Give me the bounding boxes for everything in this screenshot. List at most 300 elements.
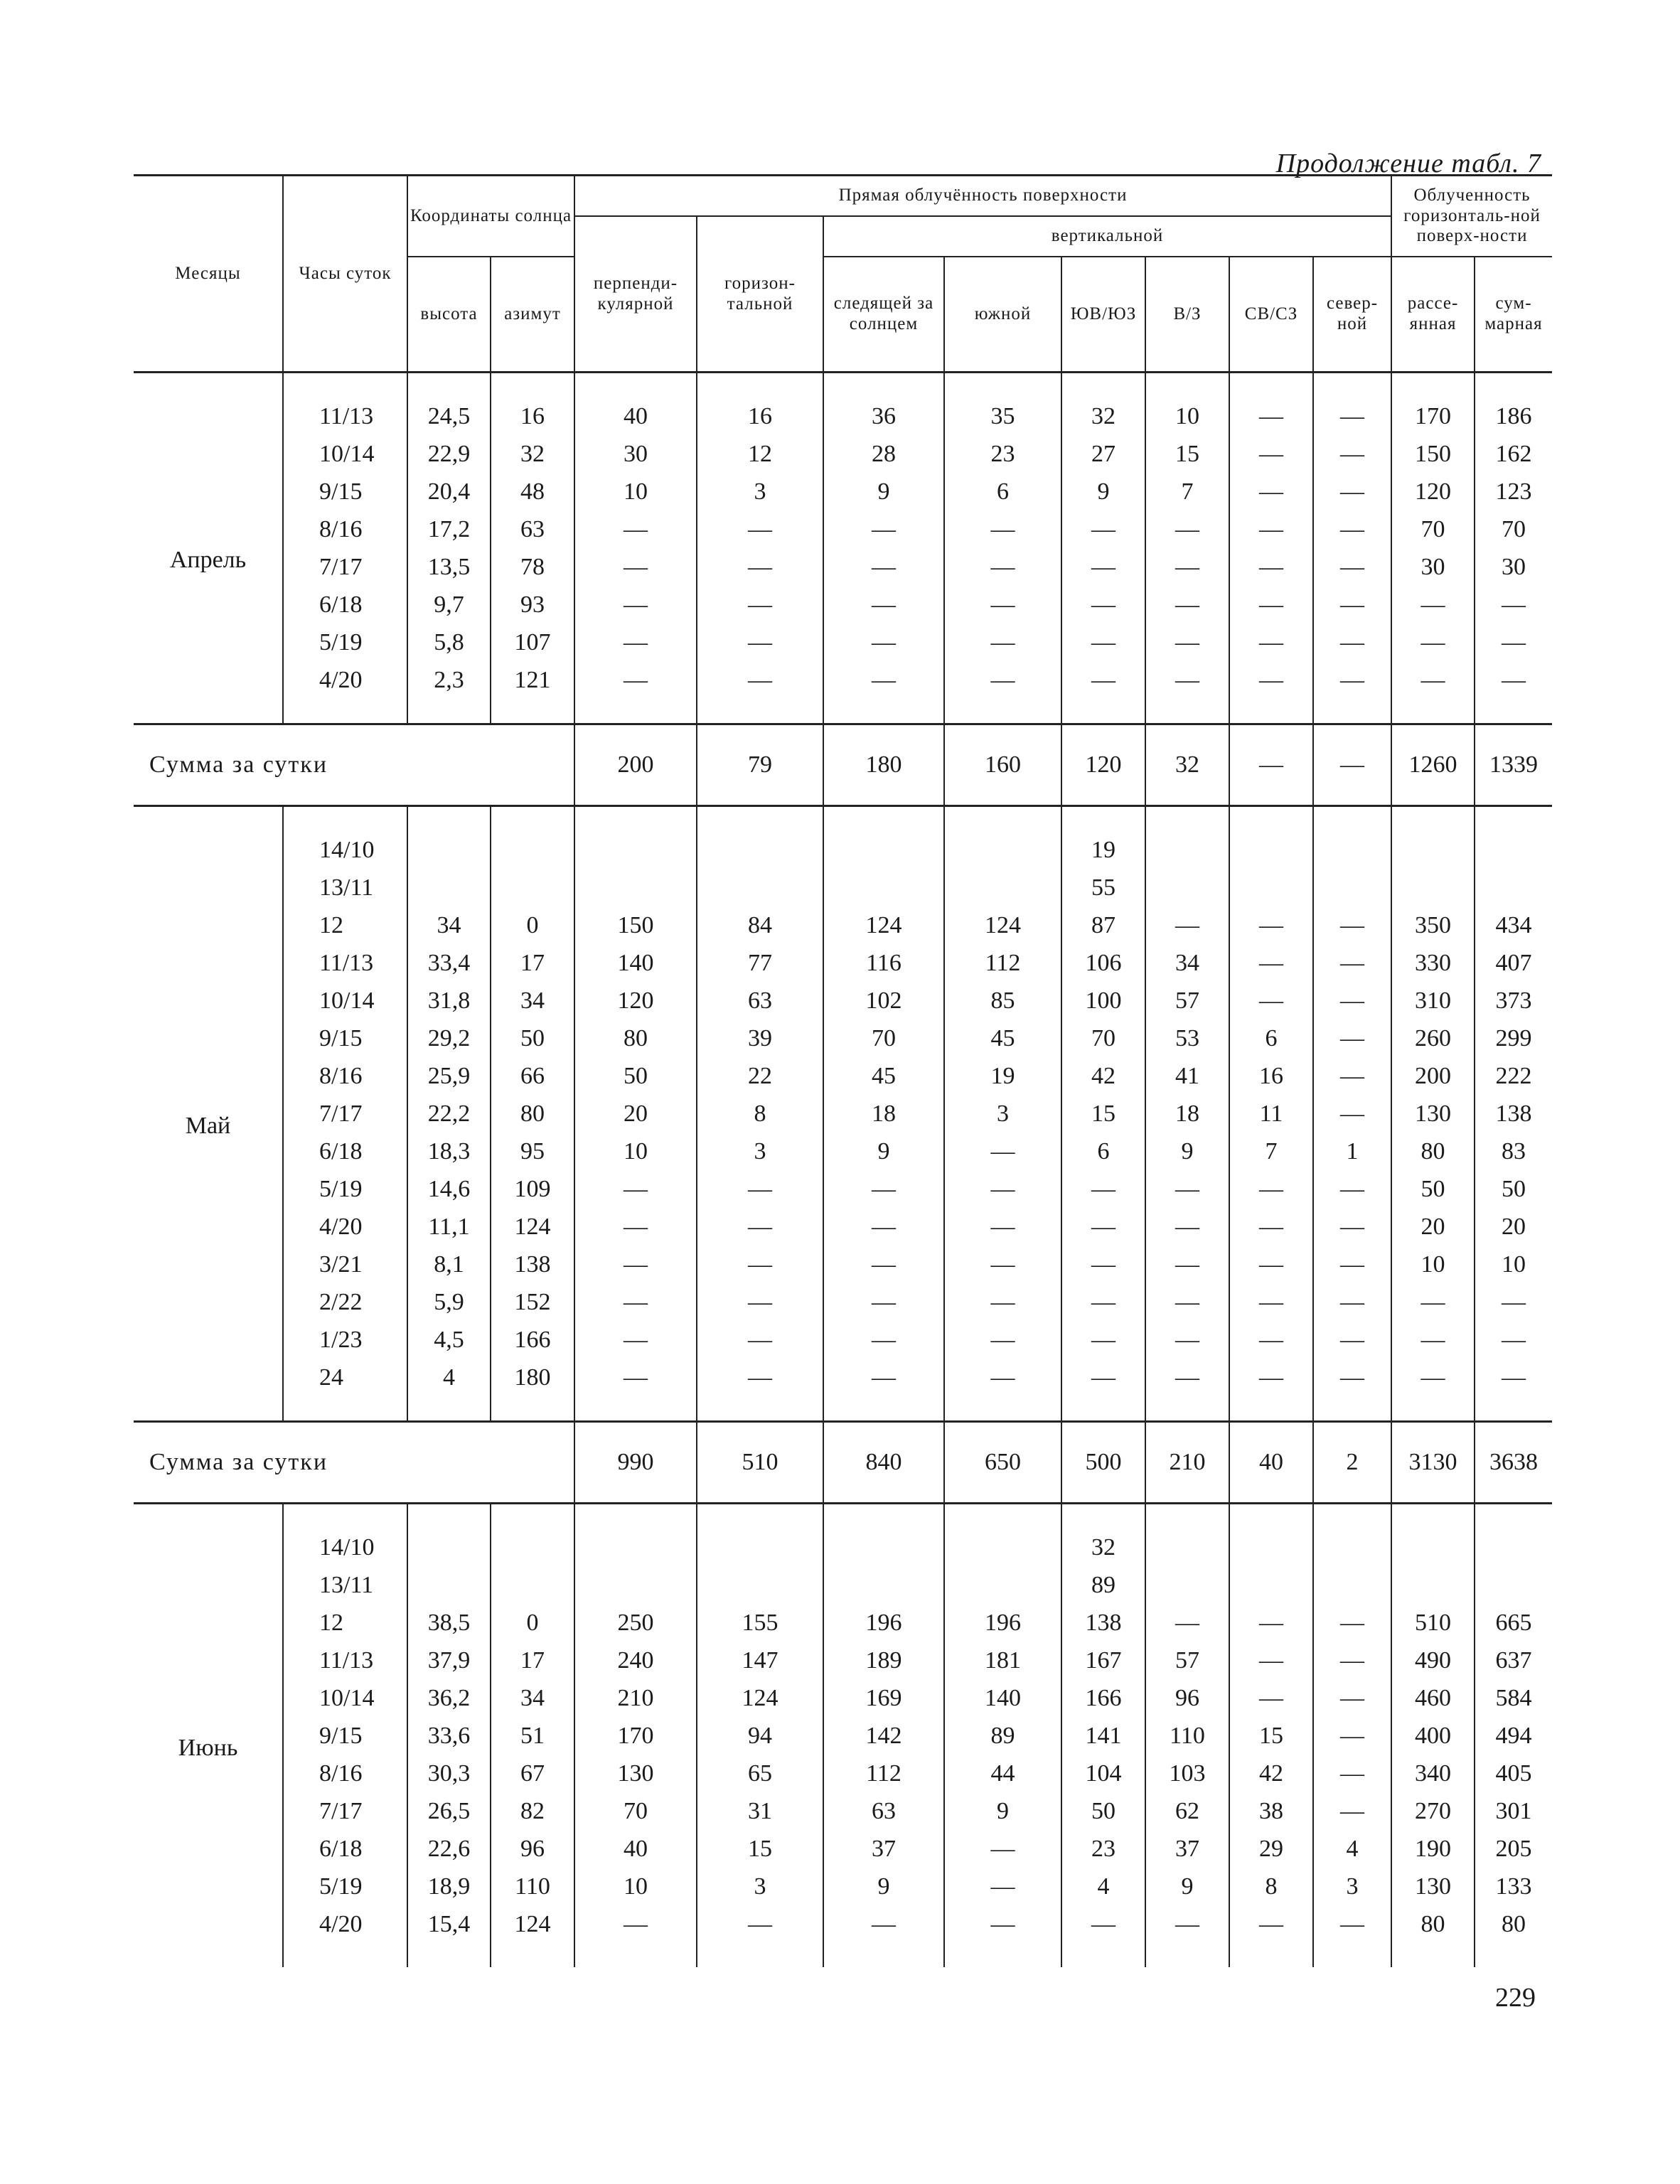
table-row [134, 1170, 1552, 1208]
value-cell: 20,4 [407, 473, 491, 510]
table-row [134, 1529, 1552, 1566]
hours-cell: 14/10 [283, 1529, 407, 1566]
value-cell: 84 [697, 906, 823, 944]
value-cell: 22,6 [407, 1830, 491, 1868]
value-cell [1145, 831, 1229, 869]
value-cell: 250 [574, 1604, 697, 1642]
value-cell: 340 [1391, 1755, 1475, 1792]
value-cell: 50 [1475, 1170, 1552, 1208]
value-cell: — [1229, 1642, 1313, 1679]
value-cell: 31 [697, 1792, 823, 1830]
hours-cell: 9/15 [283, 1717, 407, 1755]
value-cell [1313, 1566, 1391, 1604]
value-cell: — [574, 1359, 697, 1396]
value-cell: 57 [1145, 982, 1229, 1019]
value-cell: 15 [1229, 1717, 1313, 1755]
value-cell: — [1229, 1905, 1313, 1943]
value-cell [697, 869, 823, 906]
value-cell: 8 [1229, 1868, 1313, 1905]
spacer-cell [1313, 373, 1391, 398]
value-cell: 37 [1145, 1830, 1229, 1868]
value-cell: — [823, 1359, 944, 1396]
spacer-cell [1313, 806, 1391, 832]
spacer-cell [1475, 373, 1552, 398]
value-cell: — [1061, 1283, 1145, 1321]
spacer-cell [491, 806, 574, 832]
value-cell [574, 869, 697, 906]
value-cell: 27 [1061, 435, 1145, 473]
spacer-cell [283, 373, 407, 398]
sum-value: 160 [944, 724, 1061, 806]
value-cell: 0 [491, 906, 574, 944]
value-cell: — [1229, 661, 1313, 699]
value-cell: 584 [1475, 1679, 1552, 1717]
value-cell: 38,5 [407, 1604, 491, 1642]
value-cell: 10 [1475, 1246, 1552, 1283]
spacer-cell [574, 1396, 697, 1422]
value-cell: 36 [823, 397, 944, 435]
value-cell: 138 [1061, 1604, 1145, 1642]
spacer-cell [1145, 806, 1229, 832]
value-cell: 80 [1391, 1905, 1475, 1943]
value-cell: 16 [1229, 1057, 1313, 1095]
value-cell: 36,2 [407, 1679, 491, 1717]
sum-value: — [1229, 724, 1313, 806]
value-cell: 9,7 [407, 586, 491, 623]
value-cell: — [1145, 548, 1229, 586]
value-cell: — [697, 1208, 823, 1246]
value-cell: — [1313, 1679, 1391, 1717]
value-cell: 186 [1475, 397, 1552, 435]
value-cell: 200 [1391, 1057, 1475, 1095]
value-cell: 240 [574, 1642, 697, 1679]
value-cell: 96 [1145, 1679, 1229, 1717]
spacer-cell [1061, 1396, 1145, 1422]
table-row [134, 1283, 1552, 1321]
value-cell: 180 [491, 1359, 574, 1396]
value-cell: — [1391, 623, 1475, 661]
value-cell: 6 [1229, 1019, 1313, 1057]
value-cell: 22 [697, 1057, 823, 1095]
spacer-row [134, 1943, 1552, 1967]
value-cell: 140 [574, 944, 697, 982]
value-cell: — [1145, 623, 1229, 661]
value-cell [1475, 831, 1552, 869]
value-cell: 20 [574, 1095, 697, 1133]
value-cell: — [1229, 1679, 1313, 1717]
value-cell: 7 [1145, 473, 1229, 510]
value-cell: 17 [491, 1642, 574, 1679]
value-cell: 124 [697, 1679, 823, 1717]
value-cell [574, 831, 697, 869]
hours-cell: 7/17 [283, 1792, 407, 1830]
value-cell: — [1145, 1321, 1229, 1359]
value-cell: 80 [574, 1019, 697, 1057]
value-cell: 196 [823, 1604, 944, 1642]
header-horiz: горизон-тальной [697, 216, 823, 373]
value-cell: 51 [491, 1717, 574, 1755]
value-cell: 124 [491, 1905, 574, 1943]
value-cell [1229, 1529, 1313, 1566]
value-cell: — [1313, 1246, 1391, 1283]
value-cell: 15,4 [407, 1905, 491, 1943]
value-cell: 29,2 [407, 1019, 491, 1057]
value-cell: 70 [574, 1792, 697, 1830]
value-cell: 124 [944, 906, 1061, 944]
value-cell: 42 [1061, 1057, 1145, 1095]
value-cell: 205 [1475, 1830, 1552, 1868]
value-cell: — [1229, 435, 1313, 473]
value-cell [697, 831, 823, 869]
value-cell: 9 [1061, 473, 1145, 510]
value-cell: — [574, 1905, 697, 1943]
value-cell: — [697, 1246, 823, 1283]
value-cell: 196 [944, 1604, 1061, 1642]
sum-value: 210 [1145, 1422, 1229, 1504]
value-cell: 9 [823, 1868, 944, 1905]
value-cell: — [1145, 1359, 1229, 1396]
value-cell: 109 [491, 1170, 574, 1208]
value-cell: 50 [574, 1057, 697, 1095]
spacer-row [134, 1396, 1552, 1422]
value-cell: 48 [491, 473, 574, 510]
hours-cell: 5/19 [283, 1868, 407, 1905]
spacer-cell [574, 1504, 697, 1529]
value-cell: — [1475, 1359, 1552, 1396]
value-cell: — [1313, 1321, 1391, 1359]
value-cell: — [1391, 1359, 1475, 1396]
value-cell: 15 [697, 1830, 823, 1868]
table-row [134, 1755, 1552, 1792]
header-month: Месяцы [134, 176, 283, 373]
spacer-cell [1313, 699, 1391, 724]
month-spacer [134, 1504, 283, 1529]
value-cell: 37,9 [407, 1642, 491, 1679]
value-cell: 67 [491, 1755, 574, 1792]
value-cell: 107 [491, 623, 574, 661]
value-cell: 11 [1229, 1095, 1313, 1133]
hours-cell: 10/14 [283, 435, 407, 473]
spacer-cell [1313, 1504, 1391, 1529]
spacer-cell [283, 1504, 407, 1529]
value-cell: 78 [491, 548, 574, 586]
value-cell: 510 [1391, 1604, 1475, 1642]
value-cell: — [1313, 1208, 1391, 1246]
value-cell: 40 [574, 1830, 697, 1868]
value-cell: — [1313, 435, 1391, 473]
value-cell: — [944, 623, 1061, 661]
header-azimuth: азимут [491, 257, 574, 373]
value-cell: 270 [1391, 1792, 1475, 1830]
value-cell: 70 [1061, 1019, 1145, 1057]
value-cell: — [1061, 586, 1145, 623]
value-cell: 405 [1475, 1755, 1552, 1792]
value-cell: 665 [1475, 1604, 1552, 1642]
table-row [134, 1566, 1552, 1604]
hours-cell: 7/17 [283, 548, 407, 586]
value-cell: 494 [1475, 1717, 1552, 1755]
value-cell: 10 [574, 1868, 697, 1905]
spacer-cell [1145, 1396, 1229, 1422]
hours-cell: 7/17 [283, 1095, 407, 1133]
value-cell: — [1229, 1170, 1313, 1208]
value-cell: — [574, 1283, 697, 1321]
spacer-cell [1391, 1396, 1475, 1422]
value-cell: 10 [1391, 1246, 1475, 1283]
value-cell [823, 831, 944, 869]
value-cell: — [1145, 906, 1229, 944]
value-cell: 3 [944, 1095, 1061, 1133]
value-cell: 34 [491, 982, 574, 1019]
value-cell: 0 [491, 1604, 574, 1642]
sum-row [134, 1422, 1552, 1504]
value-cell: 18 [823, 1095, 944, 1133]
value-cell: — [1061, 661, 1145, 699]
value-cell: 50 [1061, 1792, 1145, 1830]
value-cell: 6 [944, 473, 1061, 510]
hours-cell: 6/18 [283, 1133, 407, 1170]
value-cell: — [574, 661, 697, 699]
value-cell: — [944, 1830, 1061, 1868]
value-cell: 116 [823, 944, 944, 982]
table-row [134, 586, 1552, 623]
sum-value: 79 [697, 724, 823, 806]
spacer-cell [1229, 699, 1313, 724]
value-cell: 112 [823, 1755, 944, 1792]
value-cell: 22,9 [407, 435, 491, 473]
value-cell: — [823, 1321, 944, 1359]
value-cell: — [944, 510, 1061, 548]
hours-cell: 13/11 [283, 1566, 407, 1604]
sum-value: 32 [1145, 724, 1229, 806]
spacer-cell [1145, 699, 1229, 724]
value-cell: — [1313, 1359, 1391, 1396]
value-cell: — [1229, 1283, 1313, 1321]
header-ne-nw: СВ/СЗ [1229, 257, 1313, 373]
value-cell: 39 [697, 1019, 823, 1057]
table-row [134, 1717, 1552, 1755]
value-cell: 9 [823, 473, 944, 510]
value-cell: 77 [697, 944, 823, 982]
value-cell: 85 [944, 982, 1061, 1019]
spacer-cell [1313, 1396, 1391, 1422]
header-vertical: вертикальной [823, 216, 1391, 257]
value-cell: 100 [1061, 982, 1145, 1019]
value-cell: 18,9 [407, 1868, 491, 1905]
value-cell [944, 869, 1061, 906]
value-cell: 33,4 [407, 944, 491, 982]
sum-value: 1260 [1391, 724, 1475, 806]
value-cell: 166 [1061, 1679, 1145, 1717]
table-row [134, 1095, 1552, 1133]
value-cell [407, 869, 491, 906]
table-row [134, 944, 1552, 982]
value-cell: — [944, 1246, 1061, 1283]
table-row [134, 1642, 1552, 1679]
value-cell [407, 1529, 491, 1566]
table-row [134, 1321, 1552, 1359]
value-cell: 28 [823, 435, 944, 473]
value-cell: 20 [1391, 1208, 1475, 1246]
hours-cell: 13/11 [283, 869, 407, 906]
value-cell [1391, 831, 1475, 869]
sum-value: 990 [574, 1422, 697, 1504]
hours-cell: 9/15 [283, 1019, 407, 1057]
spacer-cell [283, 699, 407, 724]
header-perp: перпенди-кулярной [574, 216, 697, 373]
value-cell: — [1229, 397, 1313, 435]
sum-label: Сумма за сутки [134, 1422, 574, 1504]
value-cell [407, 831, 491, 869]
value-cell: 138 [1475, 1095, 1552, 1133]
value-cell: 124 [491, 1208, 574, 1246]
value-cell: 57 [1145, 1642, 1229, 1679]
value-cell: 50 [1391, 1170, 1475, 1208]
value-cell [1391, 869, 1475, 906]
value-cell: — [697, 1170, 823, 1208]
value-cell: 152 [491, 1283, 574, 1321]
value-cell: — [1229, 548, 1313, 586]
value-cell: 23 [944, 435, 1061, 473]
value-cell: — [697, 661, 823, 699]
spacer-cell [1475, 1504, 1552, 1529]
value-cell: 166 [491, 1321, 574, 1359]
value-cell: 32 [1061, 1529, 1145, 1566]
sum-value: 650 [944, 1422, 1061, 1504]
value-cell: 80 [1475, 1905, 1552, 1943]
value-cell: 8,1 [407, 1246, 491, 1283]
value-cell: 29 [1229, 1830, 1313, 1868]
value-cell: — [1061, 510, 1145, 548]
value-cell: 110 [491, 1868, 574, 1905]
value-cell: 45 [944, 1019, 1061, 1057]
value-cell: — [1229, 586, 1313, 623]
value-cell: — [1145, 1905, 1229, 1943]
table-row [134, 1830, 1552, 1868]
hours-cell: 8/16 [283, 1755, 407, 1792]
value-cell [1313, 869, 1391, 906]
value-cell: — [1313, 1755, 1391, 1792]
value-cell: 70 [1391, 510, 1475, 548]
value-cell: — [574, 1321, 697, 1359]
value-cell: 63 [491, 510, 574, 548]
spacer-cell [283, 1943, 407, 1967]
table-row [134, 1792, 1552, 1830]
hours-cell: 11/13 [283, 944, 407, 982]
value-cell: 260 [1391, 1019, 1475, 1057]
value-cell: — [1313, 1170, 1391, 1208]
spacer-cell [283, 1396, 407, 1422]
value-cell: — [823, 623, 944, 661]
value-cell: 4 [1061, 1868, 1145, 1905]
value-cell: 6 [1061, 1133, 1145, 1170]
hours-cell: 5/19 [283, 1170, 407, 1208]
header-north: север-ной [1313, 257, 1391, 373]
sum-value: 180 [823, 724, 944, 806]
value-cell: 140 [944, 1679, 1061, 1717]
value-cell: 2,3 [407, 661, 491, 699]
value-cell: — [944, 548, 1061, 586]
value-cell: — [1229, 982, 1313, 1019]
value-cell: — [1145, 1283, 1229, 1321]
table-row [134, 906, 1552, 944]
value-cell: 5,9 [407, 1283, 491, 1321]
value-cell: 19 [944, 1057, 1061, 1095]
value-cell: — [1145, 1246, 1229, 1283]
value-cell: 24,5 [407, 397, 491, 435]
value-cell: 150 [1391, 435, 1475, 473]
value-cell: — [823, 1208, 944, 1246]
spacer-cell [1391, 1943, 1475, 1967]
value-cell: 95 [491, 1133, 574, 1170]
value-cell: — [1313, 1057, 1391, 1095]
value-cell: — [1229, 1604, 1313, 1642]
value-cell [1313, 1529, 1391, 1566]
value-cell: — [823, 1246, 944, 1283]
spacer-cell [823, 373, 944, 398]
spacer-cell [944, 1943, 1061, 1967]
value-cell [1475, 1529, 1552, 1566]
value-cell: 112 [944, 944, 1061, 982]
value-cell: — [697, 1359, 823, 1396]
value-cell: — [823, 510, 944, 548]
value-cell: — [1475, 623, 1552, 661]
value-cell: — [944, 586, 1061, 623]
value-cell: — [574, 1208, 697, 1246]
spacer-cell [823, 1396, 944, 1422]
value-cell: 14,6 [407, 1170, 491, 1208]
value-cell: 16 [697, 397, 823, 435]
value-cell: — [1229, 906, 1313, 944]
value-cell: 70 [1475, 510, 1552, 548]
value-cell: — [1145, 1170, 1229, 1208]
value-cell: 32 [1061, 397, 1145, 435]
spacer-cell [1229, 1504, 1313, 1529]
spacer-cell [407, 1396, 491, 1422]
value-cell: 150 [574, 906, 697, 944]
value-cell: 4 [407, 1359, 491, 1396]
value-cell: 33,6 [407, 1717, 491, 1755]
value-cell [697, 1566, 823, 1604]
table-row [134, 1057, 1552, 1095]
value-cell: — [1391, 586, 1475, 623]
value-cell: — [1061, 623, 1145, 661]
value-cell: 9 [944, 1792, 1061, 1830]
value-cell: 22,2 [407, 1095, 491, 1133]
value-cell: — [944, 1283, 1061, 1321]
value-cell: 12 [697, 435, 823, 473]
spacer-cell [1391, 373, 1475, 398]
value-cell: — [1061, 1170, 1145, 1208]
value-cell: 102 [823, 982, 944, 1019]
value-cell: — [944, 1905, 1061, 1943]
value-cell: — [1229, 944, 1313, 982]
value-cell: — [1061, 1208, 1145, 1246]
value-cell: — [574, 1170, 697, 1208]
table-row [134, 1208, 1552, 1246]
value-cell: 17 [491, 944, 574, 982]
hours-cell: 12 [283, 906, 407, 944]
value-cell: 1 [1313, 1133, 1391, 1170]
value-cell: 34 [407, 906, 491, 944]
value-cell: — [1313, 1604, 1391, 1642]
value-cell: 83 [1475, 1133, 1552, 1170]
value-cell: — [823, 1283, 944, 1321]
value-cell: 138 [491, 1246, 574, 1283]
value-cell: — [697, 510, 823, 548]
spacer-cell [697, 699, 823, 724]
value-cell: — [944, 661, 1061, 699]
